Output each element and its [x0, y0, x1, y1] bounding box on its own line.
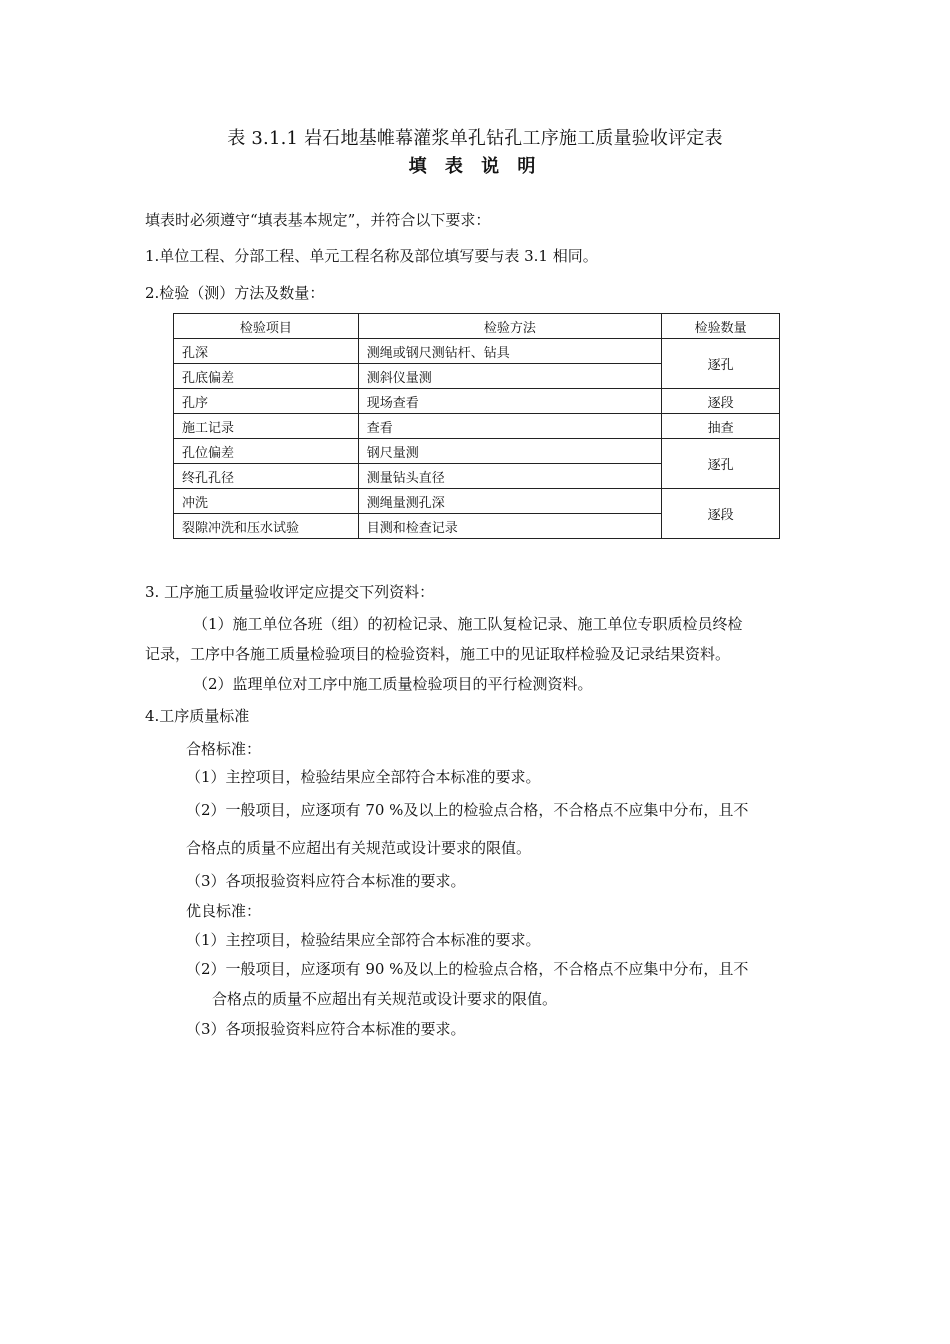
cell-method: 测斜仪量测	[358, 364, 661, 389]
document-title: 表 3.1.1 岩石地基帷幕灌浆单孔钻孔工序施工质量验收评定表	[227, 128, 723, 149]
table-row	[174, 439, 780, 464]
item-2-text: 2.检验（测）方法及数量：	[145, 284, 325, 302]
table-row	[174, 414, 780, 439]
cell-quantity: 抽查	[662, 414, 780, 439]
header-quantity: 检验数量	[662, 314, 780, 339]
excellent-label: 优良标准：	[186, 902, 262, 920]
cell-item: 裂隙冲洗和压水试验	[174, 514, 359, 539]
cell-method: 目测和检查记录	[358, 514, 661, 539]
cell-item: 冲洗	[174, 489, 359, 514]
item-3-p2: （2）监理单位对工序中施工质量检验项目的平行检测资料。	[193, 675, 593, 693]
cell-method: 查看	[358, 414, 661, 439]
cell-item: 孔底偏差	[174, 364, 359, 389]
cell-item: 孔位偏差	[174, 439, 359, 464]
intro-text: 填表时必须遵守“填表基本规定”，并符合以下要求：	[145, 211, 491, 229]
qualified-criterion-2-line2: 合格点的质量不应超出有关规范或设计要求的限值。	[186, 839, 532, 857]
header-method: 检验方法	[358, 314, 661, 339]
cell-item: 施工记录	[174, 414, 359, 439]
table-row	[174, 339, 780, 364]
cell-method: 测绳量测孔深	[358, 489, 661, 514]
item-4-heading: 4.工序质量标准	[145, 707, 250, 725]
table-row	[174, 489, 780, 514]
table-header-row	[174, 314, 780, 339]
excellent-criterion-3: （3）各项报验资料应符合本标准的要求。	[186, 1020, 466, 1038]
cell-quantity: 逐孔	[662, 339, 780, 389]
cell-quantity: 逐段	[662, 489, 780, 539]
table-row	[174, 389, 780, 414]
document-subtitle: 填 表 说 明	[408, 156, 542, 177]
cell-method: 现场查看	[358, 389, 661, 414]
cell-item: 孔序	[174, 389, 359, 414]
item-3-heading: 3. 工序施工质量验收评定应提交下列资料：	[145, 583, 435, 601]
cell-quantity: 逐孔	[662, 439, 780, 489]
qualified-label: 合格标准：	[186, 740, 262, 758]
item-3-p1-line2: 记录，工序中各施工质量检验项目的检验资料，施工中的见证取样检验及记录结果资料。	[145, 645, 731, 663]
item-1-text: 1.单位工程、分部工程、单元工程名称及部位填写要与表 3.1 相同。	[145, 247, 598, 265]
cell-method: 钢尺量测	[358, 439, 661, 464]
qualified-criterion-3: （3）各项报验资料应符合本标准的要求。	[186, 872, 466, 890]
qualified-criterion-2-line1: （2）一般项目，应逐项有 70 %及以上的检验点合格，不合格点不应集中分布，且不	[186, 801, 749, 819]
cell-method: 测绳或钢尺测钻杆、钻具	[358, 339, 661, 364]
cell-method: 测量钻头直径	[358, 464, 661, 489]
cell-item: 孔深	[174, 339, 359, 364]
qualified-criterion-1: （1）主控项目，检验结果应全部符合本标准的要求。	[186, 768, 541, 786]
item-3-p1-line1: （1）施工单位各班（组）的初检记录、施工队复检记录、施工单位专职质检员终检	[193, 615, 743, 633]
cell-quantity: 逐段	[662, 389, 780, 414]
excellent-criterion-2-line1: （2）一般项目，应逐项有 90 %及以上的检验点合格，不合格点不应集中分布，且不	[186, 960, 749, 978]
cell-item: 终孔孔径	[174, 464, 359, 489]
inspection-table	[173, 313, 780, 539]
excellent-criterion-1: （1）主控项目，检验结果应全部符合本标准的要求。	[186, 931, 541, 949]
header-item: 检验项目	[174, 314, 359, 339]
excellent-criterion-2-line2: 合格点的质量不应超出有关规范或设计要求的限值。	[212, 990, 558, 1008]
